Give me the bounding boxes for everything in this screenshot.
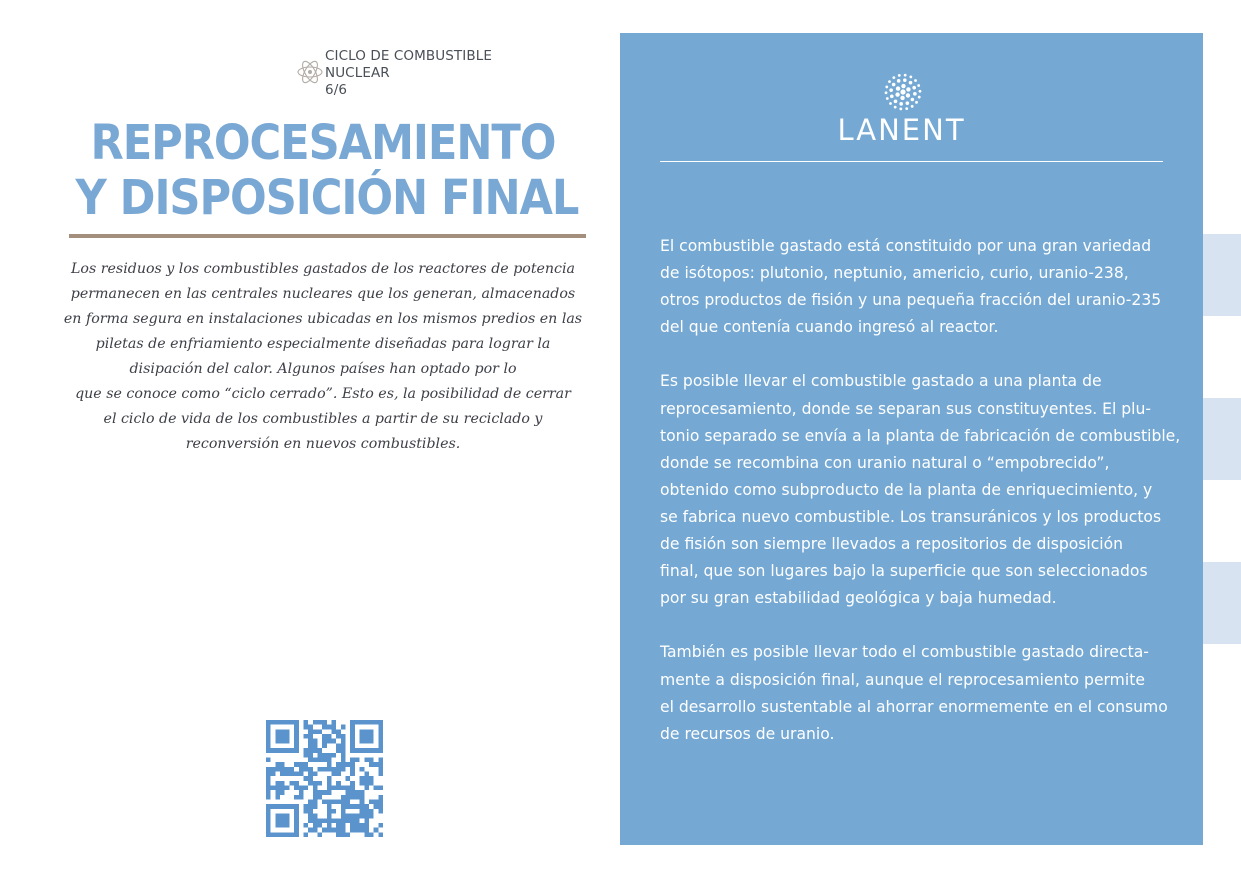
qr-code-icon[interactable] <box>266 720 383 837</box>
body-line: de recursos de uranio. <box>660 724 835 743</box>
paragraph-3 <box>660 639 1180 747</box>
intro-line: reconversión en nuevos combustibles. <box>185 436 461 452</box>
body-line: de fisión son siempre llevados a repositorios de disposición <box>660 535 1124 554</box>
intro-line: en forma segura en instalaciones ubicadas en los mismos predios en las <box>63 311 583 327</box>
brand-logo: LANENT <box>837 113 966 147</box>
panel-divider <box>660 161 1163 162</box>
body-line: se fabrica nuevo combustible. Los transuránicos y los productos <box>660 507 1162 526</box>
body-line: otros productos de fisión y una pequeña fracción del uranio-235 <box>660 291 1162 310</box>
intro-line: disipación del calor. Algunos países han optado por lo <box>129 361 517 377</box>
body-line: el desarrollo sustentable al ahorrar enormemente en el consumo <box>660 697 1168 716</box>
body-line: donde se recombina con uranio natural o “empobrecido”, <box>660 453 1110 472</box>
series-line-2: NUCLEAR <box>325 65 390 81</box>
intro-paragraph <box>60 257 586 457</box>
body-line: También es posible llevar todo el combustible gastado directa- <box>660 643 1149 662</box>
title-line-1: REPROCESAMIENTO <box>90 115 556 171</box>
series-page: 6/6 <box>325 82 348 98</box>
series-label <box>325 48 492 99</box>
edge-tab <box>1203 234 1241 316</box>
body-line: Es posible llevar el combustible gastado a una planta de <box>660 372 1102 391</box>
intro-line: que se conoce como “ciclo cerrado”. Esto es, la posibilidad de cerrar <box>75 386 571 402</box>
intro-line: el ciclo de vida de los combustibles a partir de su reciclado y <box>103 411 543 427</box>
paragraph-2 <box>660 368 1180 612</box>
edge-tab <box>1203 398 1241 480</box>
edge-tab <box>1203 562 1241 644</box>
body-line: mente a disposición final, aunque el reprocesamiento permite <box>660 670 1145 689</box>
intro-line: piletas de enfriamiento especialmente diseñadas para lograr la <box>95 336 551 352</box>
series-header <box>296 48 536 98</box>
body-line: por su gran estabilidad geológica y baja humedad. <box>660 589 1057 608</box>
title-divider <box>69 234 586 238</box>
body-line: tonio separado se envía a la planta de fabricación de combustible, <box>660 426 1181 445</box>
body-line: reprocesamiento, donde se separan sus constituyentes. El plu- <box>660 399 1151 418</box>
intro-line: permanecen en las centrales nucleares que los generan, almacenados <box>70 286 576 302</box>
body-text <box>660 233 1180 775</box>
intro-line: Los residuos y los combustibles gastados de los reactores de potencia <box>70 261 576 277</box>
body-line: El combustible gastado está constituido por una gran variedad <box>660 237 1152 255</box>
series-line-1: CICLO DE COMBUSTIBLE <box>325 48 492 64</box>
globe-dots-icon <box>882 71 924 113</box>
title-line-2: Y DISPOSICIÓN FINAL <box>75 170 579 226</box>
body-line: de isótopos: plutonio, neptunio, americio, curio, uranio-238, <box>660 264 1129 283</box>
page-title <box>75 115 579 226</box>
body-line: obtenido como subproducto de la planta de enriquecimiento, y <box>660 480 1153 499</box>
paragraph-1 <box>660 233 1180 341</box>
atom-icon <box>296 54 324 90</box>
body-line: final, que son lugares bajo la superficie que son seleccionados <box>660 562 1148 581</box>
info-panel <box>620 33 1203 845</box>
body-line: del que contenía cuando ingresó al reactor. <box>660 318 999 337</box>
